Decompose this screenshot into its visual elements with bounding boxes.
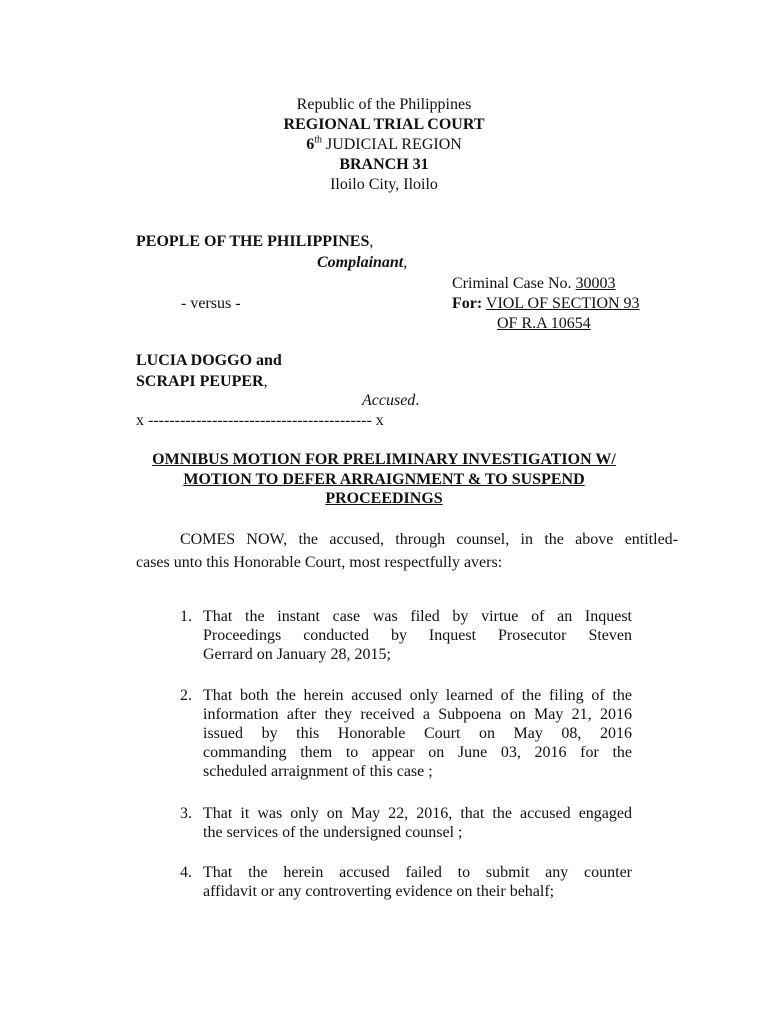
list-item-line: That the instant case was filed by virtue of an Inquest: [203, 608, 632, 625]
list-item-number: 3.: [180, 805, 192, 822]
list-item: [180, 804, 632, 842]
list-item-number: 4.: [180, 864, 192, 881]
accused-role: Accused.: [362, 392, 420, 409]
list-item-line: commanding them to appear on June 03, 2016 for the: [203, 744, 632, 761]
accused-name-1: LUCIA DOGGO and: [136, 352, 282, 369]
region-number: 6: [306, 136, 315, 153]
versus-label: - versus -: [181, 295, 241, 312]
list-item-line: scheduled arraignment of this case ;: [203, 763, 433, 780]
motion-title-line-3: PROCEEDINGS: [325, 490, 443, 507]
list-item-number: 2.: [180, 687, 192, 704]
list-item-line: the services of the undersigned counsel ;: [203, 824, 463, 841]
list-item: [180, 863, 632, 901]
intro-paragraph: [136, 528, 678, 574]
republic-line: Republic of the Philippines: [296, 96, 472, 113]
case-charge: For: VIOL OF SECTION 93: [452, 295, 640, 312]
charge-line-1: VIOL OF SECTION 93: [485, 295, 640, 312]
list-item-line: issued by this Honorable Court on May 08, 2016: [203, 725, 632, 742]
list-item-line: That it was only on May 22, 2016, that the accused engaged: [203, 805, 632, 822]
list-item: [180, 686, 632, 781]
court-name: REGIONAL TRIAL COURT: [283, 116, 485, 133]
region-text: JUDICIAL REGION: [321, 136, 462, 153]
intro-line-1: COMES NOW, the accused, through counsel, in the above entitled-: [180, 531, 678, 548]
list-item: [180, 607, 632, 664]
city-line: Iloilo City, Iloilo: [330, 176, 438, 193]
list-item-line: Proceedings conducted by Inquest Prosecutor Steven: [203, 627, 632, 644]
plaintiff-role: Complainant,: [317, 254, 408, 271]
accused-name-2: SCRAPI PEUPER,: [136, 373, 268, 390]
list-item-line: That the herein accused failed to submit any counter: [203, 864, 632, 881]
case-number-value: 30003: [575, 275, 616, 292]
charge-line-2: OF R.A 10654: [497, 315, 591, 332]
list-item-line: Gerrard on January 28, 2015;: [203, 646, 391, 663]
region-ordinal: th: [314, 134, 322, 146]
branch-line: BRANCH 31: [339, 156, 429, 173]
motion-title-line-1: OMNIBUS MOTION FOR PRELIMINARY INVESTIGATION W/: [152, 451, 616, 468]
list-item-line: That both the herein accused only learned of the filing of the: [203, 687, 632, 704]
caption-separator: x ------------------------------------------ x: [136, 412, 384, 429]
motion-title-line-2: MOTION TO DEFER ARRAIGNMENT & TO SUSPEND: [183, 471, 585, 488]
judicial-region: [0, 135, 768, 155]
list-item-line: information after they received a Subpoena on May 21, 2016: [203, 706, 632, 723]
case-number: Criminal Case No. 30003: [452, 275, 616, 292]
list-item-line: affidavit or any controverting evidence on their behalf;: [203, 883, 555, 900]
list-item-number: 1.: [180, 608, 192, 625]
plaintiff-name: PEOPLE OF THE PHILIPPINES,: [136, 233, 374, 250]
intro-line-2: cases unto this Honorable Court, most respectfully avers:: [136, 554, 503, 571]
